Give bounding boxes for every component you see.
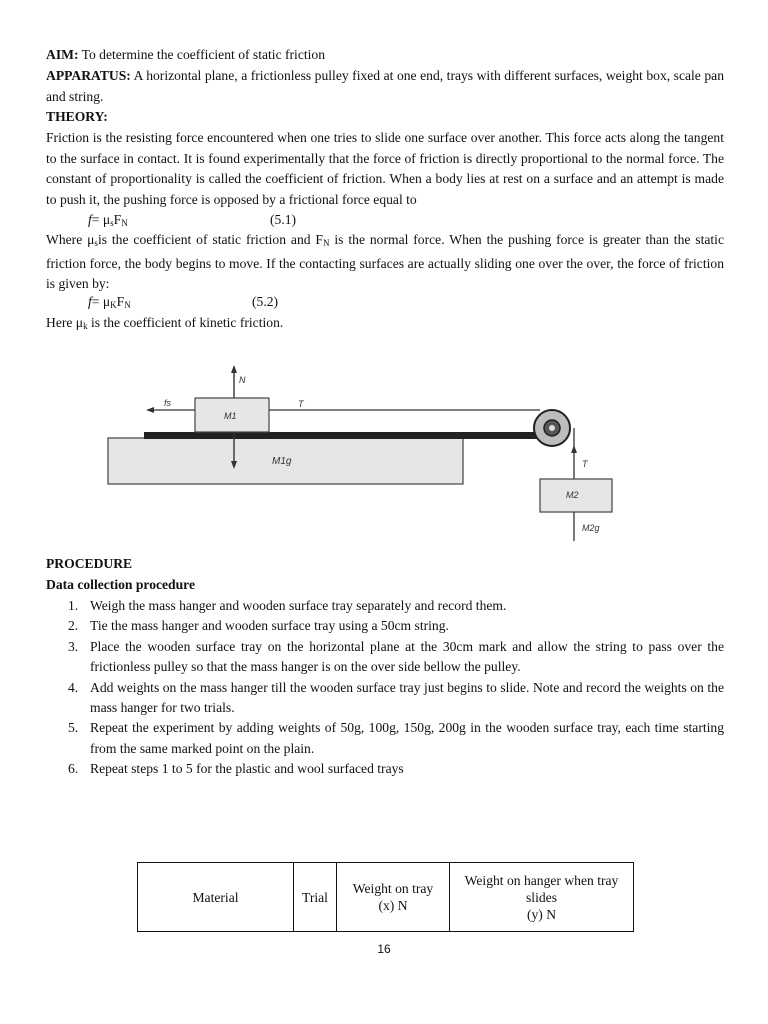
procedure-subheading: Data collection procedure	[46, 577, 196, 592]
label-n: N	[239, 375, 246, 385]
procedure-step: 4. Add weights on the mass hanger till the wooden surface tray just begins to slide. Note and record the weights on the mass hanger for two trials.	[68, 679, 724, 716]
procedure-step: 3. Place the wooden surface tray on the horizontal plane at the 30cm mark and allow the string to pass over the frictionless pulley so that the mass hanger is on the over side bellow the pulley.	[68, 638, 724, 675]
page-number: 16	[377, 942, 391, 956]
apparatus-label: APPARATUS:	[46, 68, 131, 83]
apparatus-paragraph	[46, 66, 724, 107]
procedure-step: 1. Weigh the mass hanger and wooden surface tray separately and record them.	[68, 598, 507, 613]
theory-paragraph-1: Friction is the resisting force encountered when one tries to slide one surface over another. This force acts along the tangent to the surface in contact. It is found experimentally that the force of friction is directly proportional to the normal force. The constant of proportionality is called the coefficient of friction. When a body lies at rest on a surface and an attempt is made to push it, the pushing force is opposed by a frictional force equal to	[46, 130, 724, 207]
label-m2: M2	[566, 490, 579, 500]
apparatus-text: A horizontal plane, a frictionless pulley fixed at one end, trays with different surfaces, weight box, scale pan and string.	[46, 68, 724, 104]
friction-apparatus-diagram	[100, 355, 640, 545]
procedure-heading: PROCEDURE	[46, 556, 133, 571]
label-fs: fs	[164, 398, 172, 408]
equation-5-2-number: (5.2)	[252, 294, 279, 309]
theory-heading: THEORY:	[46, 109, 108, 124]
theory-paragraph-3: Here $\mu_k$ is the coefficient of kinetic friction.	[46, 315, 284, 331]
header-material: Material	[138, 863, 294, 932]
label-m2g: M2g	[582, 523, 600, 533]
theory-paragraph-2: Where $\mu_sis$ the coefficient of static friction and $F_N$ is the normal force. When the pushing force is greater than the static friction force, the body begins to move. If the contacting surfaces are actually sliding one over the over, the force of friction is given by:	[46, 232, 724, 291]
procedure-step: 6. Repeat steps 1 to 5 for the plastic and wool surfaced trays	[68, 761, 404, 777]
aim-text: To determine the coefficient of static friction	[78, 47, 326, 62]
aim-label: AIM:	[46, 47, 79, 62]
header-trial: Trial	[294, 863, 337, 932]
label-t1: T	[298, 399, 304, 409]
label-t2: T	[582, 459, 588, 469]
equation-5-1: $f= \mu_sF_N$	[88, 212, 128, 228]
label-m1g: M1g	[272, 456, 292, 467]
header-weight-on-hanger: Weight on hanger when tray slides (y) N	[450, 863, 634, 932]
equation-5-2: $f= \mu_KF_N$	[88, 294, 131, 310]
procedure-step: 5. Repeat the experiment by adding weights of 50g, 100g, 150g, 200g in the wooden surface tray, each time starting from the same marked point on the plain.	[68, 720, 724, 756]
label-m1: M1	[224, 411, 237, 421]
procedure-steps-list	[46, 596, 724, 780]
table-header-row	[138, 863, 634, 932]
data-table	[137, 862, 634, 932]
aim-line	[46, 45, 724, 66]
header-weight-on-tray: Weight on tray (x) N	[337, 863, 450, 932]
equation-5-1-number: (5.1)	[270, 212, 297, 227]
tray-surface-strip	[144, 432, 540, 439]
procedure-step: 2. Tie the mass hanger and wooden surface tray using a 50cm string.	[68, 618, 449, 634]
